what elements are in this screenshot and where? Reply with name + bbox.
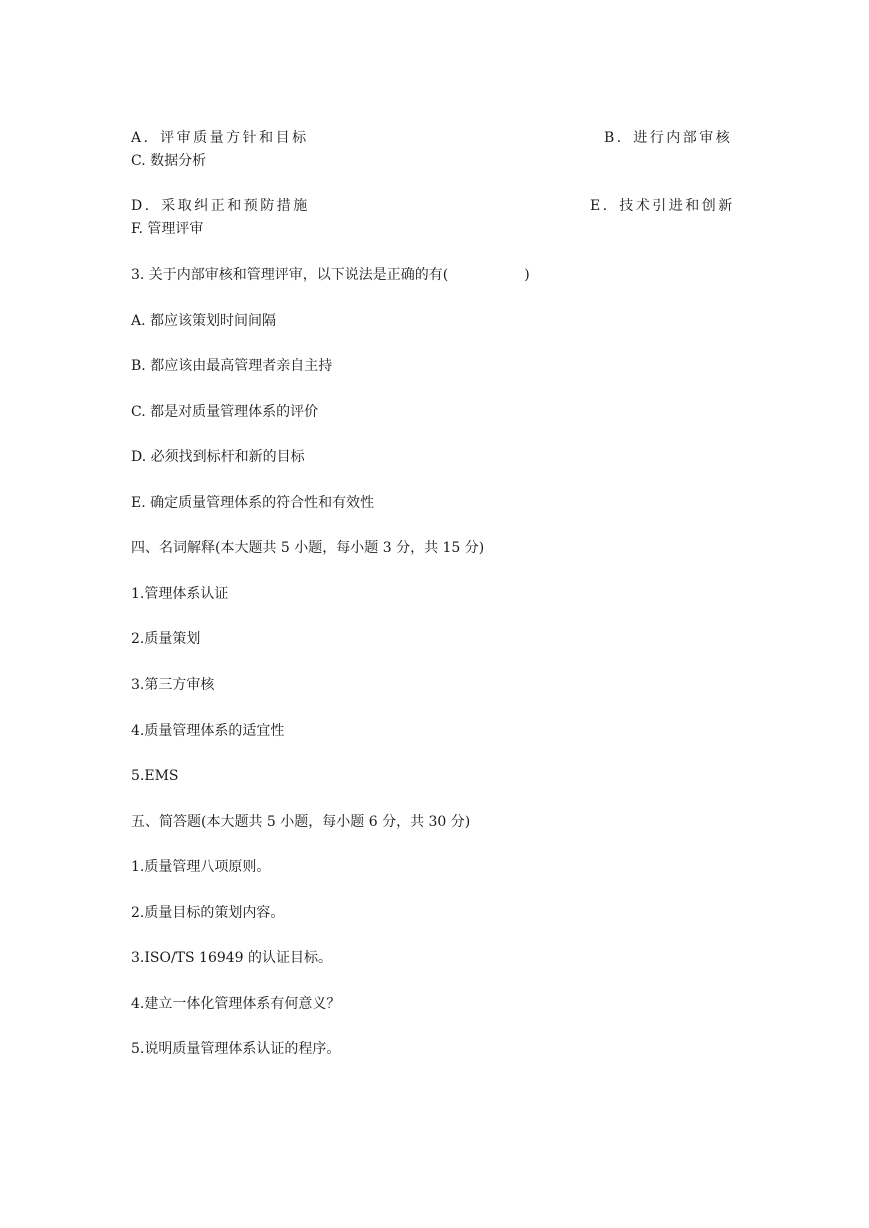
option-e: E．技术引进和创新: [590, 198, 735, 214]
section-4-heading: 四、名词解释(本大题共 5 小题，每小题 3 分，共 15 分): [131, 540, 485, 556]
q3-option-e: E. 确定质量管理体系的符合性和有效性: [131, 495, 375, 511]
section-5-heading: 五、简答题(本大题共 5 小题，每小题 6 分，共 30 分): [131, 814, 471, 830]
section-5-item-3: 3.ISO/TS 16949 的认证目标。: [131, 950, 333, 966]
option-f: F. 管理评审: [131, 221, 204, 237]
q3-option-b: B. 都应该由最高管理者亲自主持: [131, 358, 333, 374]
question-3-stem-end: ): [524, 267, 530, 283]
section-4-item-2: 2.质量策划: [131, 631, 201, 647]
question-3-stem: [131, 266, 530, 284]
option-b: B．进行内部审核: [604, 130, 733, 146]
section-5-item-5: 5.说明质量管理体系认证的程序。: [131, 1041, 341, 1057]
section-5-item-1: 1.质量管理八项原则。: [131, 859, 271, 875]
section-4-item-1: 1.管理体系认证: [131, 586, 229, 602]
section-4-item-5: 5.EMS: [131, 768, 179, 784]
option-d: D．采取纠正和预防措施: [131, 198, 310, 214]
section-4-item-3: 3.第三方审核: [131, 677, 215, 693]
section-4-item-4: 4.质量管理体系的适宜性: [131, 723, 285, 739]
option-c: C. 数据分析: [131, 153, 207, 169]
section-5-item-4: 4.建立一体化管理体系有何意义？: [131, 996, 341, 1012]
option-a: A．评审质量方针和目标: [131, 130, 309, 146]
q3-option-d: D. 必须找到标杆和新的目标: [131, 449, 305, 465]
question-3-stem-start: 3. 关于内部审核和管理评审，以下说法是正确的有(: [131, 267, 449, 283]
q3-option-a: A. 都应该策划时间间隔: [131, 313, 277, 329]
section-5-item-2: 2.质量目标的策划内容。: [131, 905, 285, 921]
q3-option-c: C. 都是对质量管理体系的评价: [131, 404, 319, 420]
